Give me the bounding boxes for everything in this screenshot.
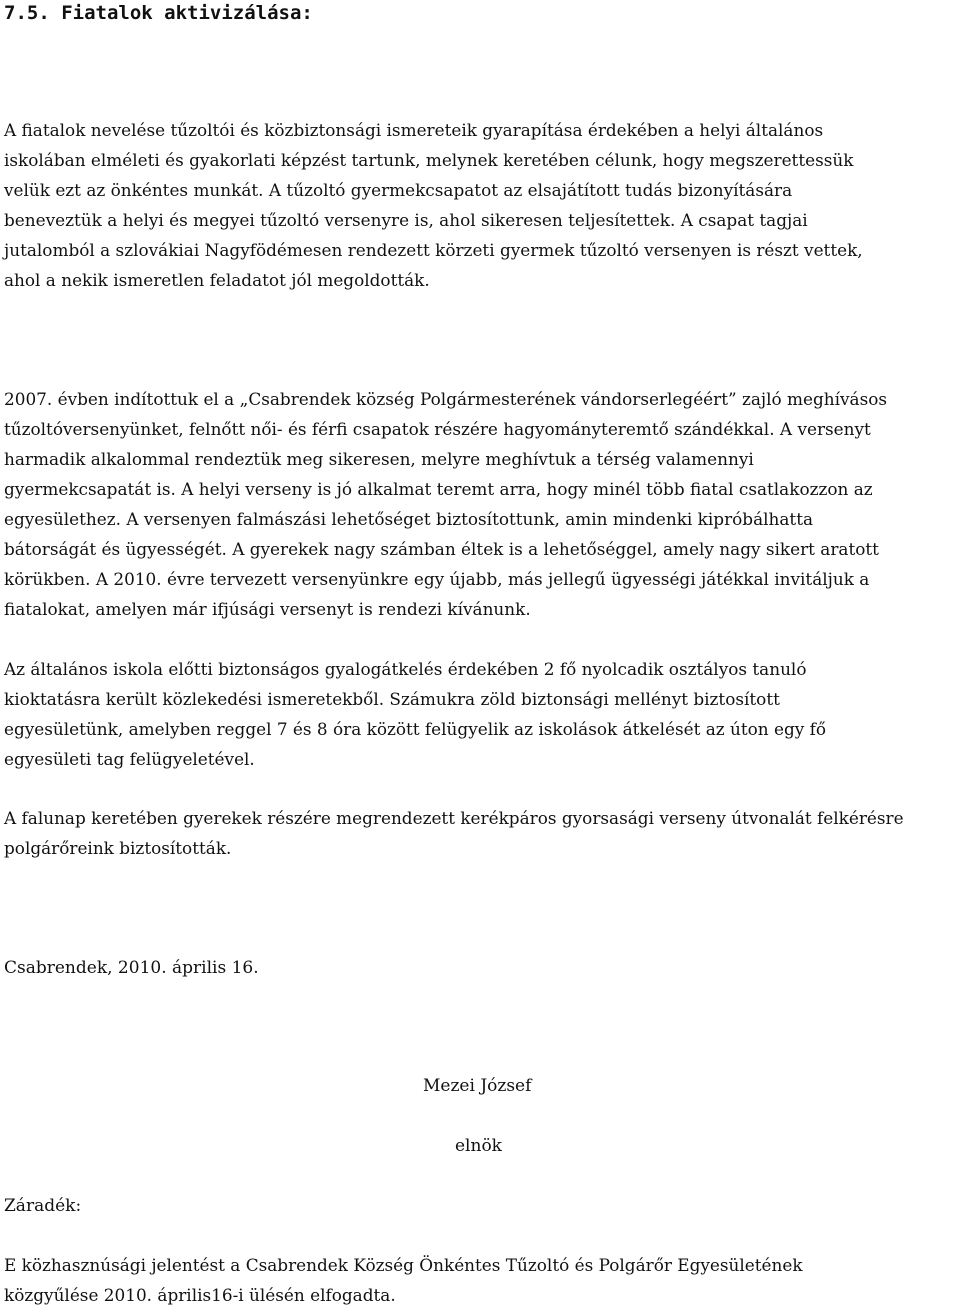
text-line: A falunap keretében gyerekek részére megrendezett kerékpáros gyorsasági verseny útvonalát felkérésre	[4, 808, 904, 828]
text-line: E közhasznúsági jelentést a Csabrendek Község Önkéntes Tűzoltó és Polgárőr Egyesületének	[4, 1255, 803, 1275]
paragraph-youth-training	[4, 115, 960, 295]
text-line: 2007. évben indítottuk el a „Csabrendek község Polgármesterének vándorserlegéért” zajló meghívásos	[4, 389, 888, 409]
clause-title: Záradék:	[4, 1196, 82, 1216]
text-line: Az általános iskola előtti biztonságos gyalogátkelés érdekében 2 fő nyolcadik osztályos tanuló	[4, 659, 807, 679]
signatory-role: elnök	[455, 1136, 502, 1156]
signatory-name: Mezei József	[423, 1076, 532, 1096]
text-line: egyesülethez. A versenyen falmászási lehetőséget biztosítottunk, amin mindenki kipróbálhatta	[4, 509, 814, 529]
text-line: beneveztük a helyi és megyei tűzoltó versenyre is, ahol sikeresen teljesítettek. A csapat tagjai	[4, 210, 808, 230]
text-line: velük ezt az önkéntes munkát. A tűzoltó gyermekcsapatot az elsajátított tudás bizonyítására	[4, 180, 793, 200]
text-line: fiatalokat, amelyen már ifjúsági versenyt is rendezi kívánunk.	[4, 599, 531, 619]
date-line: Csabrendek, 2010. április 16.	[4, 958, 259, 978]
text-line: jutalomból a szlovákiai Nagyfödémesen rendezett körzeti gyermek tűzoltó versenyen is részt vettek,	[4, 240, 863, 260]
text-line: kioktatásra került közlekedési ismeretekből. Számukra zöld biztonsági mellényt biztosított	[4, 689, 780, 709]
text-line: harmadik alkalommal rendeztük meg sikeresen, melyre meghívtuk a térség valamennyi	[4, 449, 754, 469]
paragraph-crossing-safety	[4, 654, 960, 774]
clause-text	[4, 1250, 960, 1310]
text-line: egyesületi tag felügyeletével.	[4, 749, 255, 769]
paragraph-competition	[4, 384, 960, 624]
text-line: körükben. A 2010. évre tervezett versenyünkre egy újabb, más jellegű ügyességi játékkal invitáljuk a	[4, 569, 870, 589]
text-line: A fiatalok nevelése tűzoltói és közbiztonsági ismereteik gyarapítása érdekében a helyi általános	[4, 120, 824, 140]
text-line: közgyűlése 2010. április16-i ülésén elfogadta.	[4, 1285, 396, 1305]
text-line: iskolában elméleti és gyakorlati képzést tartunk, melynek keretében célunk, hogy megszerettessük	[4, 150, 854, 170]
text-line: ahol a nekik ismeretlen feladatot jól megoldották.	[4, 270, 430, 290]
text-line: bátorságát és ügyességét. A gyerekek nagy számban éltek is a lehetőséggel, amely nagy sikert aratott	[4, 539, 879, 559]
text-line: polgárőreink biztosították.	[4, 838, 232, 858]
text-line: gyermekcsapatát is. A helyi verseny is jó alkalmat teremt arra, hogy minél több fiatal csatlakozzon az	[4, 479, 873, 499]
text-line: tűzoltóversenyünket, felnőtt női- és férfi csapatok részére hagyományteremtő szándékkal. A versenyt	[4, 419, 871, 439]
text-line: egyesületünk, amelyben reggel 7 és 8 óra között felügyelik az iskolások átkelését az úton egy fő	[4, 719, 827, 739]
section-heading: 7.5. Fiatalok aktivizálása:	[4, 2, 313, 24]
paragraph-village-day	[4, 803, 960, 863]
